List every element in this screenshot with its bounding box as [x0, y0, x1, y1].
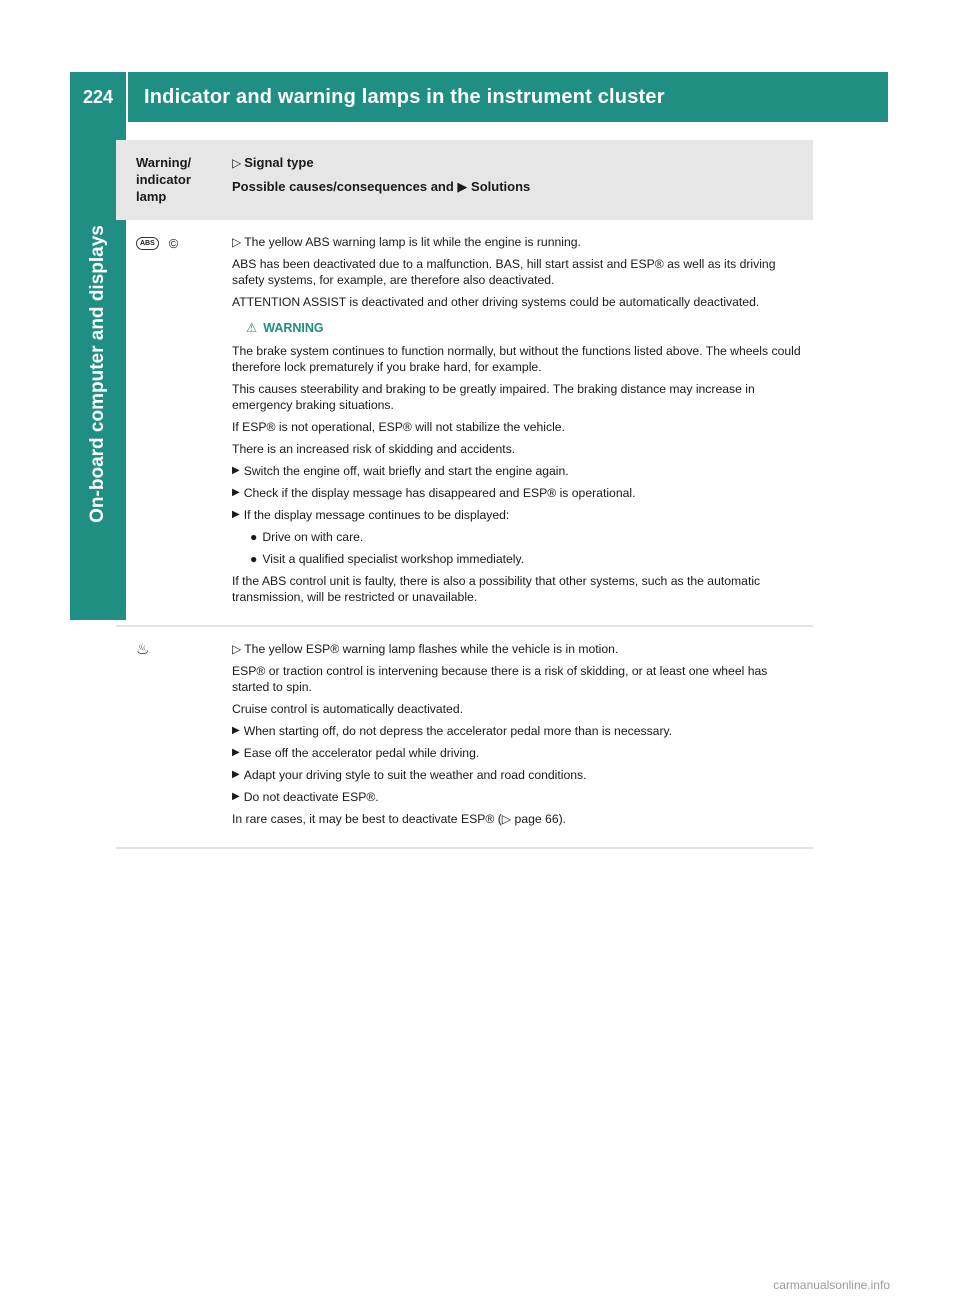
abs-warning-icon: ABS	[136, 237, 159, 250]
action-arrow-icon: ▶	[232, 769, 240, 780]
warning-triangle-icon: ⚠	[246, 321, 258, 335]
signal-type: ▷ The yellow ESP® warning lamp flashes while the vehicle is in motion.	[232, 642, 619, 656]
action-item: ▶ Adapt your driving style to suit the weather and road conditions.	[232, 768, 587, 782]
page-title: Indicator and warning lamps in the instrument cluster	[144, 85, 665, 108]
lamp-table	[116, 140, 813, 849]
table-header	[116, 140, 813, 220]
action-arrow-icon: ▶	[232, 747, 240, 758]
warning-heading: ⚠ WARNING	[246, 321, 324, 335]
signal-icon: ▷	[232, 235, 242, 249]
side-tab-label: On-board computer and displays	[87, 225, 108, 523]
bullet-item: ● Visit a qualified specialist workshop immediately.	[250, 552, 525, 566]
header-causes: Possible causes/consequences and ▶ Solutions	[232, 179, 531, 194]
action-arrow-icon: ▶	[232, 725, 240, 736]
cause-text: ESP® or traction control is intervening because there is a risk of skidding, or at least one wheel has started to spin.	[232, 664, 768, 694]
page-number: 224	[70, 72, 128, 122]
action-arrow-icon: ▶	[232, 509, 240, 520]
note-text: In rare cases, it may be best to deactivate ESP® (▷ page 66).	[232, 812, 567, 826]
action-arrow-icon: ▶	[232, 465, 240, 476]
signal-icon: ▷	[232, 642, 242, 656]
cause-text: If the ABS control unit is faulty, there is also a possibility that other systems, such as the automatic transmission, will be restricted or unavailable.	[232, 574, 761, 604]
action-item: ▶ Ease off the accelerator pedal while driving.	[232, 746, 480, 760]
action-item: ▶ Do not deactivate ESP®.	[232, 790, 379, 804]
cause-text: Cruise control is automatically deactivated.	[232, 702, 463, 716]
action-item: ▶ If the display message continues to be displayed:	[232, 508, 510, 522]
bullet-icon: ●	[250, 552, 258, 566]
warning-text: If ESP® is not operational, ESP® will not stabilize the vehicle.	[232, 420, 565, 434]
header-bar	[70, 72, 888, 122]
action-item: ▶ When starting off, do not depress the accelerator pedal more than is necessary.	[232, 724, 673, 738]
action-item: ▶ Check if the display message has disappeared and ESP® is operational.	[232, 486, 636, 500]
signal-type: ▷ The yellow ABS warning lamp is lit while the engine is running.	[232, 235, 581, 249]
warning-text: The brake system continues to function normally, but without the functions listed above. The wheels could therefore lock prematurely if you brake hard, for example.	[232, 344, 801, 374]
header-lamp: Warning/ indicator lamp	[136, 155, 192, 204]
cause-text: ABS has been deactivated due to a malfunction. BAS, hill start assist and ESP® as well as its driving safety systems, for example, are therefore also deactivated.	[232, 257, 776, 287]
action-arrow-icon: ▶	[232, 791, 240, 802]
bullet-icon: ●	[250, 530, 258, 544]
warning-text: This causes steerability and braking to be greatly impaired. The braking distance may increase in emergency braking situations.	[232, 382, 755, 412]
signal-icon: ▷	[232, 156, 242, 170]
bullet-item: ● Drive on with care.	[250, 530, 364, 544]
table-row	[116, 627, 813, 849]
table-row	[116, 220, 813, 627]
brake-circle-icon: ©	[168, 235, 179, 251]
cause-text: ATTENTION ASSIST is deactivated and other driving systems could be automatically deactivated.	[232, 295, 760, 309]
warning-text: There is an increased risk of skidding and accidents.	[232, 442, 516, 456]
action-arrow-icon: ▶	[232, 487, 240, 498]
watermark: carmanualsonline.info	[773, 1278, 890, 1292]
header-signal-type: ▷ Signal type	[232, 155, 314, 170]
esp-skid-icon: ♨	[136, 641, 150, 658]
action-item: ▶ Switch the engine off, wait briefly and start the engine again.	[232, 464, 569, 478]
